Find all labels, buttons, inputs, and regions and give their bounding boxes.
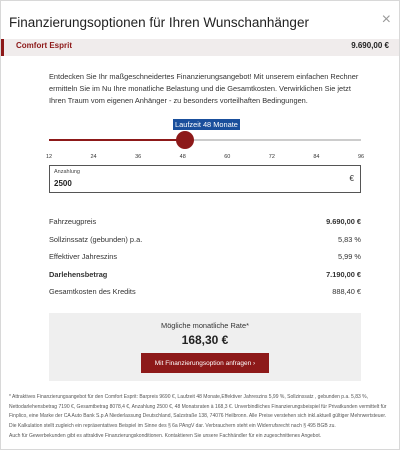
- down-payment-label: Anzahlung: [54, 169, 80, 175]
- intro-text: Entdecken Sie Ihr maßgeschneidertes Finanzierungsangebot! Mit unserem einfachen Rechner ermitteln Sie im Nu Ihre monatliche Belastung und die Gesamtkosten. Verwirklichen Sie jetzt Ihren Traum vom eigenen Anhänger - zu besonders vorteilhaften Bedingungen.: [49, 72, 359, 105]
- slider-tick-label: 96: [357, 154, 365, 160]
- detail-label: Fahrzeugpreis: [49, 217, 97, 226]
- slider-tick-label: 84: [313, 154, 320, 160]
- slider-tick-label: 12: [45, 154, 53, 160]
- detail-value: 7.190,00 €: [326, 269, 361, 279]
- detail-label: Sollzinssatz (gebunden) p.a.: [49, 234, 143, 244]
- slider-tick-label: 60: [224, 154, 231, 160]
- monthly-rate-amount: 168,30 €: [181, 333, 229, 347]
- slider-track[interactable]: [49, 139, 361, 141]
- term-slider: [45, 119, 365, 169]
- detail-value: 888,40 €: [332, 287, 361, 296]
- down-payment-field[interactable]: [49, 165, 361, 193]
- request-financing-button[interactable]: Mit Finanzierungsoption anfragen ›: [141, 353, 269, 373]
- detail-value: 5,83 %: [337, 234, 361, 244]
- detail-value: 5,99 %: [337, 252, 361, 261]
- detail-value: 9.690,00 €: [326, 217, 361, 226]
- down-payment-input[interactable]: 2500: [54, 179, 72, 188]
- slider-ticks: [45, 154, 365, 164]
- slider-track-fill: [49, 139, 183, 141]
- slider-tick-label: 36: [135, 154, 142, 160]
- slider-tick-label: 24: [90, 154, 97, 160]
- euro-icon: €: [349, 174, 354, 183]
- monthly-rate-box: [49, 313, 361, 381]
- detail-row: [49, 217, 361, 235]
- product-price: 9.690,00 €: [351, 41, 389, 50]
- slider-tick-label: 72: [268, 154, 275, 160]
- detail-row: [49, 252, 361, 270]
- detail-row: [49, 270, 361, 288]
- monthly-rate-label: Mögliche monatliche Rate*: [161, 321, 249, 330]
- product-bar: [1, 39, 399, 56]
- detail-label: Effektiver Jahreszins: [49, 252, 118, 261]
- detail-label: Darlehensbetrag: [49, 269, 108, 279]
- product-name: Comfort Esprit: [16, 41, 72, 50]
- slider-handle[interactable]: [176, 131, 194, 149]
- financing-details: [49, 217, 361, 305]
- detail-label: Gesamtkosten des Kredits: [49, 287, 136, 296]
- business-footnote: Auch für Gewerbekunden gibt es attraktive Finanzierungskonditionen. Kontaktieren Sie unsere Fachhändler für ein zugeschnittenes Angebot.: [9, 433, 322, 439]
- slider-tick-label: 48: [179, 154, 186, 160]
- modal-title: Finanzierungsoptionen für Ihren Wunschanhänger: [9, 15, 309, 30]
- detail-row: [49, 235, 361, 253]
- detail-row: [49, 287, 361, 305]
- slider-tooltip: Laufzeit 48 Monate: [175, 120, 238, 129]
- close-icon[interactable]: ×: [381, 11, 391, 28]
- legal-footnote: * Attraktives Finanzierungsangebot für den Comfort Esprit: Barpreis 9690 €, Laufzeit 48 Monate,Effektiver Jahreszins 5,99 %, Sollzinssatz , gebunden p.a. 5,83 %, Nettodarlehensbetrag 7190 €, Gesamtbetrag 8078,4 €, Anzahlung 2500 €, 48 Monatsraten à 168,3 €. Unverbindliches Finanzierungsbeispiel für Privatkunden vermittelt für Finplico, eine Marke der CA Auto Bank S.p.A Niederlassung Deutschland, Salzstraße 138, 74076 Heilbronn. Alle Preise verstehen sich inkl.aktuell gültiger Mehrwertsteuer. Die Kalkulation stellt zugleich ein repräsentatives Beispiel im Sinne des § 6a PAngV dar. Verbrauchern steht ein Widerrufsrecht nach § 495 BGB zu.: [9, 394, 387, 429]
